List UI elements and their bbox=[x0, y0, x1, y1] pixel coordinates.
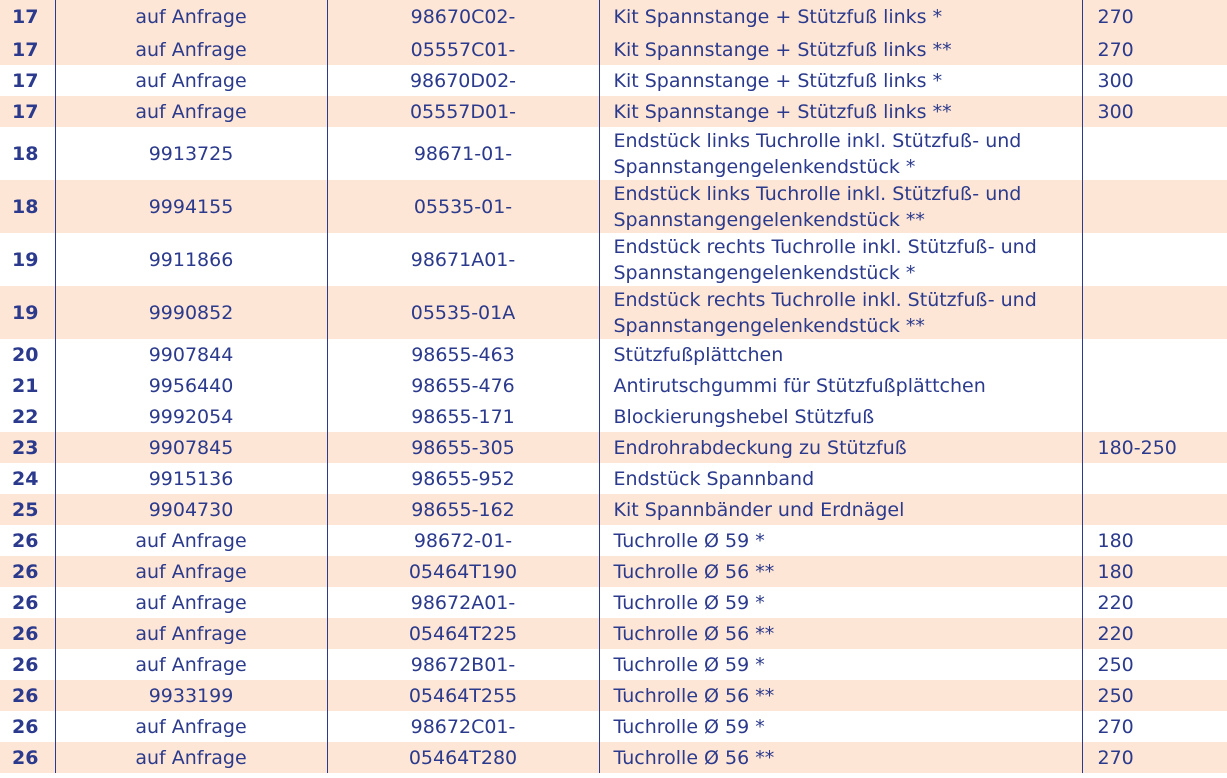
table-row bbox=[0, 711, 1227, 742]
part-description: Tuchrolle Ø 59 * bbox=[599, 711, 1082, 742]
size-value: 270 bbox=[1082, 34, 1227, 65]
table-row bbox=[0, 180, 1227, 233]
size-value: 250 bbox=[1082, 649, 1227, 680]
position-number: 26 bbox=[12, 529, 39, 552]
part-description: Kit Spannstange + Stützfuß links * bbox=[599, 65, 1082, 96]
part-description: Antirutschgummi für Stützfußplättchen bbox=[599, 370, 1082, 401]
size-value bbox=[1082, 127, 1227, 180]
size-value bbox=[1082, 401, 1227, 432]
part-description: Tuchrolle Ø 59 * bbox=[599, 587, 1082, 618]
part-description: Kit Spannstange + Stützfuß links ** bbox=[599, 34, 1082, 65]
part-description: Endstück links Tuchrolle inkl. Stützfuß- und Spannstangengelenkendstück ** bbox=[599, 180, 1082, 233]
table-row bbox=[0, 401, 1227, 432]
article-number: auf Anfrage bbox=[55, 742, 327, 773]
position-number: 21 bbox=[12, 374, 39, 397]
position-number: 26 bbox=[0, 742, 55, 773]
reference-number: 98672-01- bbox=[327, 525, 599, 556]
article-number: auf Anfrage bbox=[55, 96, 327, 127]
reference-number: 98671A01- bbox=[327, 233, 599, 286]
article-number: auf Anfrage bbox=[55, 0, 327, 34]
article-number: auf Anfrage bbox=[55, 34, 327, 65]
part-description: Kit Spannstange + Stützfuß links * bbox=[599, 0, 1082, 34]
size-value bbox=[1082, 370, 1227, 401]
reference-number: 98672A01- bbox=[327, 587, 599, 618]
position-number: 17 bbox=[0, 34, 55, 65]
size-value: 180 bbox=[1082, 556, 1227, 587]
size-value: 220 bbox=[1082, 587, 1227, 618]
reference-number: 98670D02- bbox=[327, 65, 599, 96]
table-row bbox=[0, 649, 1227, 680]
reference-number: 98672B01- bbox=[327, 649, 599, 680]
table-row bbox=[0, 339, 1227, 370]
part-description: Endrohrabdeckung zu Stützfuß bbox=[599, 432, 1082, 463]
position-number: 19 bbox=[0, 286, 55, 339]
reference-number: 98672C01- bbox=[327, 711, 599, 742]
position-number: 26 bbox=[12, 653, 39, 676]
part-description: Tuchrolle Ø 56 ** bbox=[599, 680, 1082, 711]
part-description: Endstück rechts Tuchrolle inkl. Stützfuß- und Spannstangengelenkendstück ** bbox=[599, 286, 1082, 339]
part-description: Blockierungshebel Stützfuß bbox=[599, 401, 1082, 432]
size-value: 180 bbox=[1082, 525, 1227, 556]
position-number: 17 bbox=[12, 69, 39, 92]
table-row bbox=[0, 286, 1227, 339]
table-row bbox=[0, 0, 1227, 34]
part-description: Stützfußplättchen bbox=[599, 339, 1082, 370]
size-value: 220 bbox=[1082, 618, 1227, 649]
reference-number: 98655-305 bbox=[327, 432, 599, 463]
table-row bbox=[0, 742, 1227, 773]
part-description: Tuchrolle Ø 56 ** bbox=[599, 556, 1082, 587]
table-row bbox=[0, 556, 1227, 587]
position-number: 18 bbox=[0, 180, 55, 233]
part-description: Kit Spannbänder und Erdnägel bbox=[599, 494, 1082, 525]
position-number: 22 bbox=[12, 405, 39, 428]
table-row bbox=[0, 680, 1227, 711]
part-description: Tuchrolle Ø 59 * bbox=[599, 525, 1082, 556]
size-value bbox=[1082, 463, 1227, 494]
article-number: auf Anfrage bbox=[55, 618, 327, 649]
article-number: 9907845 bbox=[55, 432, 327, 463]
part-description: Endstück Spannband bbox=[599, 463, 1082, 494]
reference-number: 98670C02- bbox=[327, 0, 599, 34]
article-number: 9915136 bbox=[55, 463, 327, 494]
table-row bbox=[0, 618, 1227, 649]
table-row bbox=[0, 65, 1227, 96]
size-value bbox=[1082, 339, 1227, 370]
article-number: 9992054 bbox=[55, 401, 327, 432]
position-number: 18 bbox=[12, 142, 39, 165]
part-description: Tuchrolle Ø 56 ** bbox=[599, 618, 1082, 649]
reference-number: 98655-162 bbox=[327, 494, 599, 525]
reference-number: 05464T255 bbox=[327, 680, 599, 711]
reference-number: 05535-01- bbox=[327, 180, 599, 233]
part-description: Endstück links Tuchrolle inkl. Stützfuß- und Spannstangengelenkendstück * bbox=[599, 127, 1082, 180]
part-description: Tuchrolle Ø 56 ** bbox=[599, 742, 1082, 773]
part-description: Kit Spannstange + Stützfuß links ** bbox=[599, 96, 1082, 127]
reference-number: 98655-952 bbox=[327, 463, 599, 494]
table-row bbox=[0, 370, 1227, 401]
size-value bbox=[1082, 494, 1227, 525]
size-value: 270 bbox=[1082, 0, 1227, 34]
reference-number: 98655-171 bbox=[327, 401, 599, 432]
position-number: 26 bbox=[0, 680, 55, 711]
article-number: 9911866 bbox=[55, 233, 327, 286]
position-number: 26 bbox=[0, 618, 55, 649]
part-description: Tuchrolle Ø 59 * bbox=[599, 649, 1082, 680]
size-value bbox=[1082, 286, 1227, 339]
table-row bbox=[0, 463, 1227, 494]
table-row bbox=[0, 96, 1227, 127]
article-number: auf Anfrage bbox=[55, 649, 327, 680]
position-number: 17 bbox=[0, 96, 55, 127]
size-value: 180-250 bbox=[1082, 432, 1227, 463]
reference-number: 05535-01A bbox=[327, 286, 599, 339]
reference-number: 98655-476 bbox=[327, 370, 599, 401]
position-number: 19 bbox=[12, 248, 39, 271]
table-row bbox=[0, 587, 1227, 618]
position-number: 26 bbox=[12, 591, 39, 614]
size-value: 300 bbox=[1082, 65, 1227, 96]
position-number: 17 bbox=[0, 0, 55, 34]
article-number: 9933199 bbox=[55, 680, 327, 711]
article-number: auf Anfrage bbox=[55, 65, 327, 96]
size-value bbox=[1082, 233, 1227, 286]
table-row bbox=[0, 127, 1227, 180]
position-number: 25 bbox=[0, 494, 55, 525]
size-value: 270 bbox=[1082, 711, 1227, 742]
size-value: 270 bbox=[1082, 742, 1227, 773]
reference-number: 98671-01- bbox=[327, 127, 599, 180]
article-number: 9994155 bbox=[55, 180, 327, 233]
article-number: auf Anfrage bbox=[55, 587, 327, 618]
position-number: 26 bbox=[12, 715, 39, 738]
article-number: auf Anfrage bbox=[55, 556, 327, 587]
table-row bbox=[0, 34, 1227, 65]
size-value: 250 bbox=[1082, 680, 1227, 711]
reference-number: 05464T225 bbox=[327, 618, 599, 649]
article-number: 9904730 bbox=[55, 494, 327, 525]
part-description: Endstück rechts Tuchrolle inkl. Stützfuß- und Spannstangengelenkendstück * bbox=[599, 233, 1082, 286]
reference-number: 05557D01- bbox=[327, 96, 599, 127]
article-number: 9907844 bbox=[55, 339, 327, 370]
reference-number: 05557C01- bbox=[327, 34, 599, 65]
size-value: 300 bbox=[1082, 96, 1227, 127]
position-number: 24 bbox=[12, 467, 39, 490]
position-number: 26 bbox=[0, 556, 55, 587]
position-number: 20 bbox=[12, 343, 39, 366]
table-row bbox=[0, 525, 1227, 556]
article-number: 9913725 bbox=[55, 127, 327, 180]
reference-number: 05464T190 bbox=[327, 556, 599, 587]
article-number: 9990852 bbox=[55, 286, 327, 339]
table-row bbox=[0, 233, 1227, 286]
reference-number: 05464T280 bbox=[327, 742, 599, 773]
article-number: auf Anfrage bbox=[55, 711, 327, 742]
size-value bbox=[1082, 180, 1227, 233]
article-number: auf Anfrage bbox=[55, 525, 327, 556]
article-number: 9956440 bbox=[55, 370, 327, 401]
position-number: 23 bbox=[0, 432, 55, 463]
table-row bbox=[0, 432, 1227, 463]
table-row bbox=[0, 494, 1227, 525]
reference-number: 98655-463 bbox=[327, 339, 599, 370]
